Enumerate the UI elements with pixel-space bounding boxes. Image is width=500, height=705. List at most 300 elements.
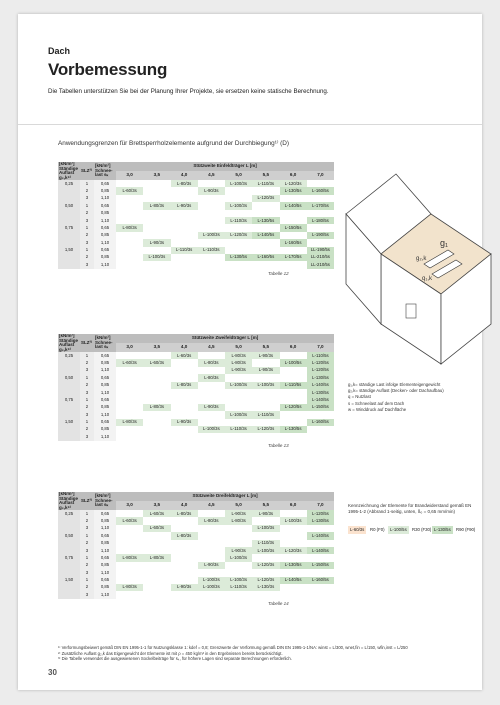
element-cell (116, 217, 143, 224)
element-cell: L-130/5s (280, 187, 307, 194)
element-cell: L-100/3s (252, 547, 279, 554)
snow-cell: 0,85 (94, 404, 116, 411)
element-cell: L-120/3s (252, 195, 279, 202)
load-cell (58, 525, 80, 532)
snow-cell: 1,10 (94, 547, 116, 554)
element-cell (116, 547, 143, 554)
element-cell: L-110/3s (252, 411, 279, 418)
page-title: Vorbemessung (48, 60, 168, 79)
element-cell (143, 569, 170, 576)
span-header: 4,5 (198, 171, 225, 180)
element-cell: L-80/3s (171, 510, 198, 517)
slz-cell: 3 (80, 591, 94, 598)
element-cell (280, 525, 307, 532)
snow-cell: 0,85 (94, 187, 116, 194)
element-cell (171, 517, 198, 524)
element-cell (252, 517, 279, 524)
element-cell (116, 433, 143, 440)
snow-cell: 0,85 (94, 426, 116, 433)
span-header: 5,5 (252, 501, 279, 510)
element-cell: L-110/3s (171, 247, 198, 254)
element-cell (116, 239, 143, 246)
element-cell (280, 532, 307, 539)
element-cell (225, 569, 252, 576)
span-header: 6,0 (280, 343, 307, 352)
element-cell: LL-210/5s (307, 261, 334, 268)
element-cell: L-80/3s (225, 517, 252, 524)
element-cell (225, 224, 252, 231)
element-cell: L-80/3s (198, 517, 225, 524)
span-header: 4,5 (198, 501, 225, 510)
element-cell: L-80/3s (116, 584, 143, 591)
slz-cell: 1 (80, 532, 94, 539)
table-row (58, 195, 334, 202)
element-cell (171, 374, 198, 381)
element-cell (198, 510, 225, 517)
element-cell: L-100/3s (225, 180, 252, 187)
slz-cell: 2 (80, 426, 94, 433)
element-cell (171, 540, 198, 547)
element-cell (198, 224, 225, 231)
snow-cell: 0,85 (94, 540, 116, 547)
element-cell: L-140/5s (252, 232, 279, 239)
element-cell (307, 569, 334, 576)
element-cell (143, 396, 170, 403)
element-cell: L-120/3s (252, 577, 279, 584)
element-cell: L-90/3s (225, 367, 252, 374)
element-cell (280, 540, 307, 547)
element-cell (143, 210, 170, 217)
legend-text-r30: R30 (F30) (412, 527, 432, 532)
table-row (58, 374, 334, 381)
snow-cell: 0,85 (94, 232, 116, 239)
element-cell (198, 195, 225, 202)
element-cell (198, 396, 225, 403)
snow-cell: 0,65 (94, 180, 116, 187)
element-cell (116, 202, 143, 209)
element-cell (252, 389, 279, 396)
element-cell (307, 180, 334, 187)
table-row (58, 396, 334, 403)
element-cell: L-90/3s (171, 584, 198, 591)
element-cell (252, 224, 279, 231)
element-cell (143, 411, 170, 418)
element-cell: L-130/5s (307, 389, 334, 396)
footnote: ¹⁾ Verformungsbeiwert gemäß DIN EN 1995-1-1 für Nutzungsklasse 1: kdef = 0,8; Grenzwerte der Verformung gemäß DIN EN 1995-1-1/NA: winst = L/300, wnet,fin = L/150, wfin,inst = L/250 (58, 645, 408, 650)
slz-cell: 3 (80, 367, 94, 374)
element-cell (143, 261, 170, 268)
element-cell (280, 389, 307, 396)
footnote: ³⁾ Die Tabelle verwendet die ausgewiesenen Sockelbeiträge für sₖ, für höhere Lagen sind separate Berechnungen erforderlich. (58, 656, 292, 662)
element-cell: L-80/3s (116, 224, 143, 231)
element-cell (171, 396, 198, 403)
element-cell (116, 232, 143, 239)
load-cell (58, 591, 80, 598)
element-cell (225, 591, 252, 598)
slz-cell: 2 (80, 517, 94, 524)
snow-cell: 0,85 (94, 562, 116, 569)
header-schnee: [kN/m²] Schnee-last sₖ (94, 162, 116, 180)
element-cell (198, 239, 225, 246)
element-cell (143, 562, 170, 569)
element-cell: L-160/5s (280, 239, 307, 246)
element-cell (280, 261, 307, 268)
element-cell (252, 419, 279, 426)
element-cell (225, 419, 252, 426)
table-row (58, 239, 334, 246)
element-cell (143, 352, 170, 359)
element-cell: L-80/3s (171, 382, 198, 389)
element-cell (116, 510, 143, 517)
element-cell (225, 195, 252, 202)
divider (18, 124, 482, 125)
legend-line: q = Nutzlast (348, 394, 371, 400)
element-cell (116, 210, 143, 217)
element-cell: L-130/5s (280, 562, 307, 569)
load-cell (58, 239, 80, 246)
snow-cell: 1,10 (94, 367, 116, 374)
element-cell (171, 591, 198, 598)
snow-cell: 0,65 (94, 396, 116, 403)
element-cell (280, 195, 307, 202)
element-cell (116, 382, 143, 389)
legend-text-r0: R0 (F0) (370, 527, 385, 532)
element-cell: L-90/3s (198, 562, 225, 569)
element-cell (225, 261, 252, 268)
load-legend (348, 382, 444, 413)
legend-box-r30: L-100/5s (390, 527, 407, 532)
span-header: 3,5 (143, 343, 170, 352)
span-header: 7,0 (307, 343, 334, 352)
element-cell (198, 254, 225, 261)
element-cell: L-110/3s (198, 247, 225, 254)
table-row (58, 180, 334, 187)
element-cell: LL-210/5s (307, 254, 334, 261)
span-header: 7,0 (307, 171, 334, 180)
element-cell: L-110/3s (225, 426, 252, 433)
span-header: 7,0 (307, 501, 334, 510)
element-cell (225, 374, 252, 381)
element-cell (280, 217, 307, 224)
table-caption: Tabelle 13 (268, 443, 289, 449)
element-cell: L-100/3s (225, 382, 252, 389)
table-row (58, 562, 334, 569)
element-cell: L-110/5s (280, 382, 307, 389)
element-cell (252, 569, 279, 576)
span-header: 5,5 (252, 171, 279, 180)
slz-cell: 3 (80, 389, 94, 396)
element-cell: L-100/3s (225, 411, 252, 418)
load-cell (58, 232, 80, 239)
table-caption: Tabelle 14 (268, 601, 289, 607)
element-cell (143, 426, 170, 433)
element-cell (252, 210, 279, 217)
element-cell (171, 210, 198, 217)
element-cell: L-120/3s (280, 547, 307, 554)
element-cell: L-80/3s (198, 374, 225, 381)
table-row (58, 532, 334, 539)
element-cell: L-150/5s (307, 404, 334, 411)
element-cell (280, 569, 307, 576)
snow-cell: 0,65 (94, 510, 116, 517)
element-cell (116, 569, 143, 576)
element-cell: L-90/3s (171, 202, 198, 209)
element-cell: L-140/5s (307, 547, 334, 554)
element-cell: L-110/5s (307, 352, 334, 359)
element-cell (143, 187, 170, 194)
snow-cell: 1,10 (94, 569, 116, 576)
element-cell: L-170/5s (280, 254, 307, 261)
load-cell: 0,25 (58, 510, 80, 517)
header-staendige: [kN/m²] Ständige Auflast g₂,k⁴⁾ (59, 492, 79, 510)
element-cell (198, 367, 225, 374)
element-cell: L-160/5s (307, 187, 334, 194)
table-row (58, 359, 334, 366)
page-subtitle: Die Tabellen unterstützen Sie bei der Planung Ihrer Projekte, sie ersetzen keine statische Berechnung. (48, 88, 329, 95)
span-header: 6,0 (280, 171, 307, 180)
element-cell (307, 210, 334, 217)
load-cell (58, 367, 80, 374)
load-cell: 0,50 (58, 202, 80, 209)
element-cell (116, 577, 143, 584)
element-cell (143, 389, 170, 396)
snow-cell: 0,65 (94, 224, 116, 231)
load-cell (58, 411, 80, 418)
table-row (58, 217, 334, 224)
element-cell (252, 202, 279, 209)
snow-cell: 0,85 (94, 584, 116, 591)
element-cell: L-60/3s (143, 359, 170, 366)
footnote: ²⁾ Zusätzliche Auflast g₂,k das Eigengewicht der Elemente ist mit ρ = 450 kg/m³ in den Ergebnissen bereits berücksichtigt. (58, 650, 283, 656)
slz-cell: 2 (80, 187, 94, 194)
element-cell (252, 433, 279, 440)
element-cell (198, 591, 225, 598)
page-number: 30 (48, 668, 57, 677)
element-cell (143, 532, 170, 539)
load-cell: 0,25 (58, 180, 80, 187)
table-row (58, 389, 334, 396)
element-cell: L-100/3s (143, 254, 170, 261)
span-header: 3,0 (116, 501, 143, 510)
span-header: 4,0 (171, 501, 198, 510)
fire-resistance-note: Kennzeichnung der Elemente für Brandwiderstand gemäß EN 1995-1-2 (Abbrand 1-seitig, unten, ß₀ = 0,65 mm/min) (348, 503, 472, 515)
element-cell: L-100/3s (198, 426, 225, 433)
element-cell (252, 247, 279, 254)
element-cell: L-80/3s (143, 554, 170, 561)
element-cell (143, 367, 170, 374)
table-row (58, 540, 334, 547)
table-row (58, 367, 334, 374)
element-cell (171, 562, 198, 569)
load-cell (58, 426, 80, 433)
element-cell (198, 547, 225, 554)
snow-cell: 0,65 (94, 577, 116, 584)
element-cell (252, 374, 279, 381)
element-cell (198, 261, 225, 268)
table-row (58, 433, 334, 440)
element-cell: L-100/5s (280, 359, 307, 366)
table-row (58, 202, 334, 209)
element-cell (116, 540, 143, 547)
table-row (58, 411, 334, 418)
slz-cell: 3 (80, 195, 94, 202)
element-cell: L-100/3s (280, 517, 307, 524)
element-cell (198, 352, 225, 359)
element-cell: L-100/3s (198, 232, 225, 239)
slz-cell: 3 (80, 411, 94, 418)
load-cell (58, 433, 80, 440)
load-cell: 1,50 (58, 247, 80, 254)
element-cell: L-90/3s (198, 404, 225, 411)
element-cell (143, 591, 170, 598)
element-cell (280, 510, 307, 517)
element-cell: L-130/5s (280, 426, 307, 433)
load-cell (58, 359, 80, 366)
element-cell (171, 187, 198, 194)
element-cell (116, 352, 143, 359)
element-cell: L-60/3s (143, 510, 170, 517)
element-cell: L-110/3s (225, 217, 252, 224)
element-cell (143, 540, 170, 547)
load-cell (58, 217, 80, 224)
element-cell: L-120/3s (252, 562, 279, 569)
element-cell (225, 210, 252, 217)
element-cell (307, 239, 334, 246)
element-cell (143, 374, 170, 381)
element-cell: L-100/3s (198, 584, 225, 591)
element-cell (116, 525, 143, 532)
element-cell (280, 411, 307, 418)
load-cell (58, 569, 80, 576)
element-cell: L-60/3s (171, 352, 198, 359)
element-cell (171, 389, 198, 396)
element-cell: L-90/3s (252, 352, 279, 359)
element-cell: L-80/3s (143, 202, 170, 209)
element-cell (225, 396, 252, 403)
element-cell (171, 577, 198, 584)
table-row (58, 510, 334, 517)
element-cell (225, 389, 252, 396)
header-slz: SLZ³⁾ (80, 334, 94, 352)
snow-cell: 1,10 (94, 389, 116, 396)
element-cell: L-80/3s (116, 419, 143, 426)
load-cell (58, 584, 80, 591)
element-cell: L-100/3s (225, 554, 252, 561)
span-header: 3,5 (143, 171, 170, 180)
legend-line: g₁,k= ständige Last infolge Elementeigengewicht (348, 382, 441, 387)
element-cell (307, 224, 334, 231)
element-cell: L-130/5s (252, 217, 279, 224)
element-cell: L-80/3s (143, 404, 170, 411)
element-cell: L-150/5s (307, 562, 334, 569)
span-header: 4,5 (198, 343, 225, 352)
element-cell: L-170/5s (307, 202, 334, 209)
element-cell: L-120/3s (252, 426, 279, 433)
load-cell: 1,50 (58, 577, 80, 584)
element-cell: L-80/3s (198, 359, 225, 366)
element-cell (198, 433, 225, 440)
element-cell (252, 261, 279, 268)
slz-cell: 3 (80, 569, 94, 576)
element-cell: L-100/3s (198, 577, 225, 584)
slz-cell: 2 (80, 232, 94, 239)
element-cell: L-160/5s (307, 577, 334, 584)
footnotes (58, 645, 458, 662)
element-cell (116, 562, 143, 569)
element-cell (225, 239, 252, 246)
table-row (58, 261, 334, 268)
element-cell (116, 247, 143, 254)
table-row (58, 554, 334, 561)
element-cell (307, 554, 334, 561)
element-cell: L-190/5s (307, 232, 334, 239)
element-cell: L-140/5s (280, 202, 307, 209)
element-cell: L-140/5s (307, 382, 334, 389)
snow-cell: 0,65 (94, 352, 116, 359)
element-cell (252, 591, 279, 598)
element-cell (252, 187, 279, 194)
element-cell: L-130/5s (307, 374, 334, 381)
snow-cell: 0,65 (94, 419, 116, 426)
table-row (58, 232, 334, 239)
element-cell (171, 359, 198, 366)
element-cell (116, 180, 143, 187)
table-row (58, 419, 334, 426)
element-cell (143, 433, 170, 440)
element-cell: L-110/3s (225, 584, 252, 591)
element-cell (252, 359, 279, 366)
element-cell (307, 525, 334, 532)
element-cell (225, 247, 252, 254)
header-schnee: [kN/m²] Schnee-last sₖ (94, 492, 116, 510)
header-staendige: [kN/m²] Ständige Auflast g₂,k⁴⁾ (59, 162, 79, 180)
element-cell: L-110/3s (252, 180, 279, 187)
table-row (58, 591, 334, 598)
element-cell (307, 426, 334, 433)
element-cell (116, 396, 143, 403)
element-cell (143, 232, 170, 239)
element-cell (171, 547, 198, 554)
load-cell: 0,25 (58, 352, 80, 359)
slz-cell: 3 (80, 525, 94, 532)
element-cell (225, 433, 252, 440)
element-cell (307, 584, 334, 591)
element-cell (171, 232, 198, 239)
element-cell: L-90/3s (225, 547, 252, 554)
table-row (58, 187, 334, 194)
element-cell: L-110/3s (252, 540, 279, 547)
element-cell (198, 540, 225, 547)
element-cell (280, 419, 307, 426)
snow-cell: 0,85 (94, 517, 116, 524)
slz-cell: 3 (80, 239, 94, 246)
element-cell (225, 525, 252, 532)
element-cell (143, 419, 170, 426)
load-table (58, 492, 334, 599)
element-cell: L-90/3s (198, 187, 225, 194)
span-header: 5,0 (225, 343, 252, 352)
span-header: 4,0 (171, 343, 198, 352)
slz-cell: 1 (80, 510, 94, 517)
label-g2: g₂,k (416, 256, 427, 262)
load-cell (58, 382, 80, 389)
load-cell: 1,50 (58, 419, 80, 426)
element-cell (225, 187, 252, 194)
load-cell: 0,75 (58, 396, 80, 403)
element-cell (280, 396, 307, 403)
element-cell: L-90/3s (143, 239, 170, 246)
table-row (58, 577, 334, 584)
